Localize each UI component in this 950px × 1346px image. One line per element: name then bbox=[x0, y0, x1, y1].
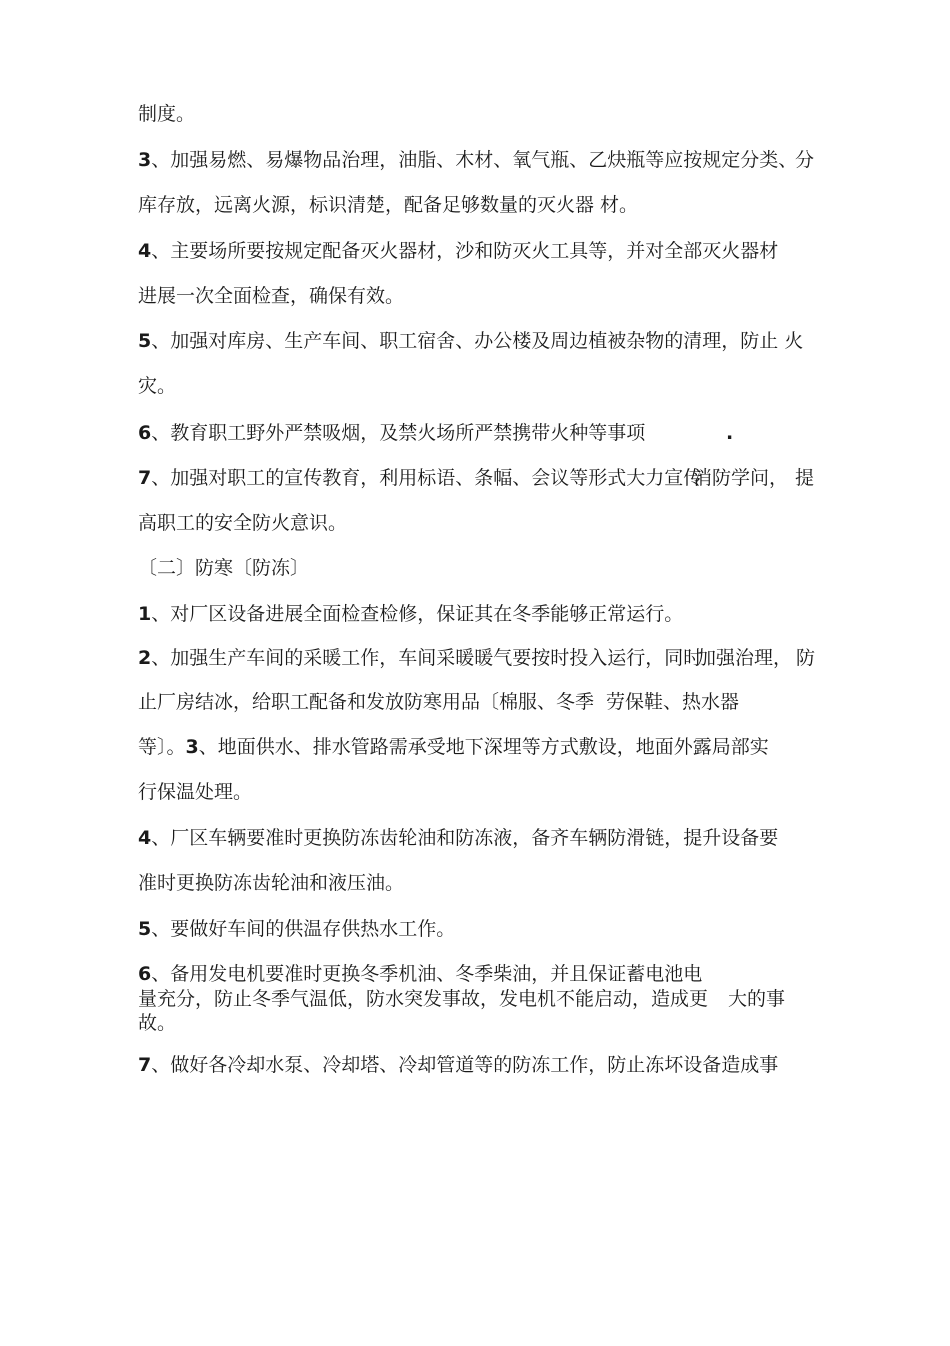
item-number: 4 bbox=[138, 240, 152, 262]
text-line bbox=[138, 962, 702, 986]
item-number: 6 bbox=[138, 422, 152, 444]
text-line bbox=[693, 466, 788, 490]
line-text: 、加强对职工的宣传教育，利用标语、条幅、会议等形式大力宣传 bbox=[151, 467, 703, 489]
text-line bbox=[726, 421, 733, 445]
item-number: 2 bbox=[138, 647, 152, 669]
line-text: 灾。 bbox=[138, 375, 177, 397]
text-line bbox=[728, 987, 785, 1011]
text-line bbox=[138, 871, 404, 895]
line-text: 行保温处理。 bbox=[138, 781, 253, 803]
text-line bbox=[138, 284, 404, 308]
line-text: 分 bbox=[795, 149, 815, 171]
line-text: 、做好各冷却水泵、冷却塔、冷却管道等的防冻工作，防止冻坏设备造成事 bbox=[151, 1054, 779, 1076]
line-text: 进展一次全面检查，确保有效。 bbox=[138, 285, 405, 307]
line-text: 库存放，远离火源，标识清楚，配备足够数量的灭火器 材。 bbox=[138, 194, 639, 216]
line-text: 、对厂区设备进展全面检查检修，保证其在冬季能够正常运行。 bbox=[151, 603, 684, 625]
text-line bbox=[138, 511, 347, 535]
line-text: 制度。 bbox=[138, 103, 196, 125]
text-line bbox=[795, 466, 814, 490]
line-text: 防 bbox=[796, 647, 816, 669]
text-line bbox=[138, 374, 176, 398]
line-text: 、加强生产车间的采暖工作，车间采暖暖气要按时投入运行，同时 bbox=[151, 647, 703, 669]
line-text: 、教育职工野外严禁吸烟，及禁火场所严禁携带火种等事项 bbox=[151, 422, 646, 444]
text-line bbox=[138, 735, 769, 759]
line-text: 止厂房结冰，给职工配备和发放防寒用品〔棉服、冬季 bbox=[138, 691, 595, 713]
line-text: 提 bbox=[795, 467, 815, 489]
item-number: 4 bbox=[138, 827, 152, 849]
text-line bbox=[138, 329, 803, 353]
line-text: 〔二〕防寒〔防冻〕 bbox=[138, 557, 310, 579]
line-text: 、备用发电机要准时更换冬季机油、冬季柴油，并且保证蓄电池电 bbox=[151, 963, 703, 985]
line-text: 、厂区车辆要准时更换防冻齿轮油和防冻液，备齐车辆防滑链，提升设备要 bbox=[151, 827, 779, 849]
text-line bbox=[796, 646, 815, 670]
text-line bbox=[138, 780, 252, 804]
text-line bbox=[138, 193, 638, 217]
text-line bbox=[138, 602, 683, 626]
text-line bbox=[138, 1011, 176, 1035]
text-line bbox=[697, 646, 792, 670]
item-number: 6 bbox=[138, 963, 152, 985]
text-line bbox=[606, 690, 739, 714]
item-number: 1 bbox=[138, 603, 152, 625]
text-line bbox=[138, 917, 455, 941]
line-text: 等〕。 bbox=[138, 736, 186, 758]
text-line bbox=[138, 646, 702, 670]
text-line bbox=[138, 690, 594, 714]
line-text: 加强治理， bbox=[697, 647, 793, 669]
item-number: 7 bbox=[138, 1054, 152, 1076]
text-line bbox=[138, 987, 708, 1011]
line-text: 故。 bbox=[138, 1012, 177, 1034]
line-text: 准时更换防冻齿轮油和液压油。 bbox=[138, 872, 405, 894]
line-text: 、加强易燃、易爆物品治理，油脂、木材、氧气瓶、乙炔瓶等应按规定分类、 bbox=[151, 149, 798, 171]
section-heading bbox=[138, 556, 309, 580]
text-line bbox=[795, 148, 814, 172]
line-text: 大的事 bbox=[728, 988, 786, 1010]
text-line bbox=[138, 1053, 778, 1077]
item-number: 5 bbox=[138, 918, 152, 940]
text-line bbox=[138, 239, 778, 263]
item-number: 3 bbox=[185, 736, 199, 758]
line-text: 量充分，防止冬季气温低，防水突发事故，发电机不能启动，造成更 bbox=[138, 988, 709, 1010]
line-text: 、地面供水、排水管路需承受地下深埋等方式敷设，地面外露局部实 bbox=[198, 736, 769, 758]
text-line bbox=[138, 826, 778, 850]
line-text: 消防学问， bbox=[693, 467, 789, 489]
item-number: 3 bbox=[138, 149, 152, 171]
text-line bbox=[138, 148, 797, 172]
text-line bbox=[138, 421, 645, 445]
line-text: 高职工的安全防火意识。 bbox=[138, 512, 348, 534]
text-line bbox=[138, 102, 195, 126]
line-text: 劳保鞋、热水器 bbox=[606, 691, 740, 713]
text-line bbox=[138, 466, 702, 490]
line-text: 、要做好车间的供温存供热水工作。 bbox=[151, 918, 456, 940]
line-text: 、加强对库房、生产车间、职工宿舍、办公楼及周边植被杂物的清理，防止 火 bbox=[151, 330, 804, 352]
line-text: . bbox=[726, 422, 734, 444]
item-number: 7 bbox=[138, 467, 152, 489]
line-text: 、主要场所要按规定配备灭火器材，沙和防灭火工具等，并对全部灭火器材 bbox=[151, 240, 779, 262]
item-number: 5 bbox=[138, 330, 152, 352]
